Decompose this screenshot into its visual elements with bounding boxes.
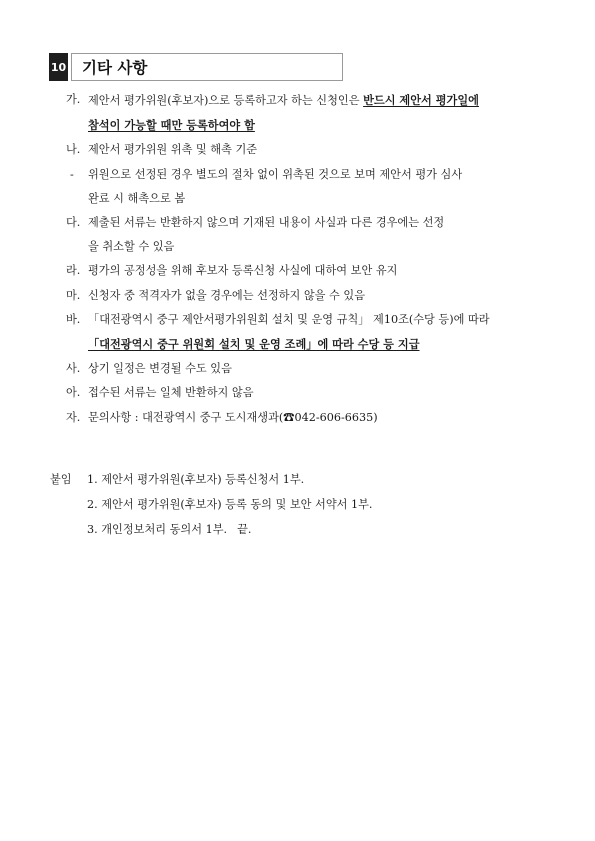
list-item	[66, 284, 556, 308]
section-header	[49, 53, 343, 81]
emphasis-text: 참석이 가능할 때만 등록하여야 함	[88, 118, 255, 133]
item-text: 신청자 중 적격자가 없을 경우에는 선정하지 않을 수 있음	[88, 288, 366, 302]
item-text: 위원으로 선정된 경우 별도의 절차 없이 위촉된 것으로 보며 제안서 평가 심사	[88, 167, 463, 181]
list-item-continuation	[66, 187, 556, 211]
list-item	[66, 138, 556, 162]
item-mark: 나.	[66, 143, 81, 157]
item-list	[66, 88, 556, 430]
item-text: 을 취소할 수 있음	[88, 240, 175, 254]
list-item	[66, 308, 556, 332]
attachment-text: 1. 제안서 평가위원(후보자) 등록신청서 1부.	[87, 473, 305, 486]
attachments-label: 붙임	[50, 473, 72, 486]
list-item	[66, 381, 556, 405]
item-mark: 라.	[66, 264, 81, 278]
attachments	[50, 467, 550, 542]
item-mark: 자.	[66, 410, 81, 424]
list-item	[66, 357, 556, 381]
item-text: 제안서 평가위원 위촉 및 해촉 기준	[88, 143, 258, 157]
attachment-item	[50, 517, 550, 542]
list-item-continuation	[66, 332, 556, 357]
list-item	[66, 211, 556, 235]
item-mark: 사.	[66, 362, 81, 376]
item-text: 완료 시 해촉으로 봄	[88, 191, 186, 205]
end-mark: 끝.	[237, 523, 252, 536]
item-text: 「대전광역시 중구 제안서평가위원회 설치 및 운영 규칙」 제10조(수당 등)에 따라	[88, 312, 490, 326]
item-text: 평가의 공정성을 위해 후보자 등록신청 사실에 대하여 보안 유지	[88, 264, 398, 278]
item-mark: 바.	[66, 312, 81, 326]
list-item	[66, 406, 556, 430]
list-item-continuation	[66, 235, 556, 259]
item-text: 제출된 서류는 반환하지 않으며 기재된 내용이 사실과 다른 경우에는 선정	[88, 216, 445, 230]
item-mark: 마.	[66, 288, 81, 302]
item-text: 상기 일정은 변경될 수도 있음	[88, 362, 232, 376]
item-mark: 아.	[66, 386, 81, 400]
section-title: 기타 사항	[71, 53, 343, 81]
list-item	[66, 163, 556, 187]
emphasis-text: 반드시 제안서 평가일에	[363, 93, 479, 107]
section-number: 10	[49, 53, 68, 81]
list-item	[66, 259, 556, 283]
list-item	[66, 88, 556, 113]
list-item-continuation	[66, 113, 556, 138]
item-mark: 다.	[66, 216, 81, 230]
attachment-text: 3. 개인정보처리 동의서 1부.	[87, 523, 228, 536]
item-text: 접수된 서류는 일체 반환하지 않음	[88, 386, 254, 400]
attachment-item	[50, 467, 550, 492]
item-mark: 가.	[66, 93, 81, 106]
item-text: 제안서 평가위원(후보자)으로 등록하고자 하는 신청인은	[88, 94, 364, 107]
emphasis-text: 「대전광역시 중구 위원회 설치 및 운영 조례」에 따라 수당 등 지급	[88, 337, 420, 352]
contact-text: 문의사항 : 대전광역시 중구 도시재생과(☎042-606-6635)	[88, 410, 378, 424]
attachment-item	[50, 492, 550, 517]
item-mark: -	[70, 167, 74, 181]
attachment-text: 2. 제안서 평가위원(후보자) 등록 동의 및 보안 서약서 1부.	[87, 498, 373, 511]
